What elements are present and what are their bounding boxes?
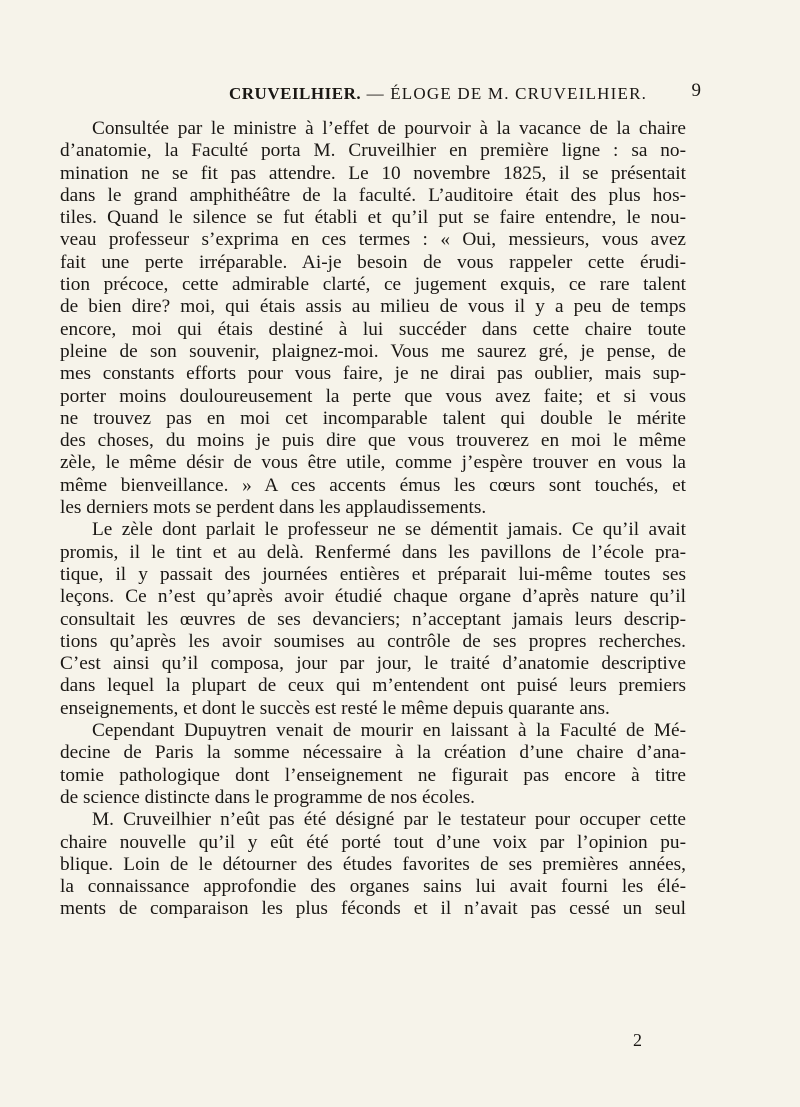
text-line: porter moins douloureusement la perte que vous avez faite; et si vous <box>60 385 686 407</box>
signature-mark: 2 <box>633 1030 642 1050</box>
text-line: decine de Paris la somme nécessaire à la création d’une chaire d’ana- <box>60 742 686 764</box>
text-line: mes constants efforts pour vous faire, je ne dirai pas oublier, mais sup- <box>60 363 686 385</box>
text-line: chaire nouvelle qu’il y eût été porté tout d’une voix par l’opinion pu- <box>60 831 686 853</box>
text-line: tique, il y passait des journées entières et préparait lui-même toutes ses <box>60 563 686 585</box>
text-line: d’anatomie, la Faculté porta M. Cruveilhier en première ligne : sa no- <box>60 140 686 162</box>
header-short-title: CRUVEILHIER. <box>229 84 362 103</box>
text-line: Le zèle dont parlait le professeur ne se démentit jamais. Ce qu’il avait <box>92 519 686 541</box>
text-line: enseignements, et dont le succès est resté le même depuis quarante ans. <box>60 697 610 719</box>
text-line: mination ne se fit pas attendre. Le 10 novembre 1825, il se présentait <box>60 162 686 184</box>
text-line: les derniers mots se perdent dans les applaudissements. <box>60 497 487 519</box>
text-line: encore, moi qui étais destiné à lui succéder dans cette chaire toute <box>60 318 686 340</box>
text-line: tion précoce, cette admirable clarté, ce jugement exquis, ce rare talent <box>60 274 686 296</box>
text-line: zèle, le même désir de vous être utile, comme j’espère trouver en vous la <box>60 452 686 474</box>
text-line: même bienveillance. » A ces accents émus les cœurs sont touchés, et <box>60 474 686 496</box>
text-line: C’est ainsi qu’il composa, jour par jour, le traité d’anatomie descriptive <box>60 653 686 675</box>
body-text <box>60 118 686 921</box>
text-line: de science distincte dans le programme de nos écoles. <box>60 786 475 808</box>
text-line: tomie pathologique dont l’enseignement ne figurait pas encore à titre <box>60 764 686 786</box>
text-line: pleine de son souvenir, plaignez-moi. Vous me saurez gré, je pense, de <box>60 340 686 362</box>
text-line: consultait les œuvres de ses devanciers; n’acceptant jamais leurs descrip- <box>60 608 686 630</box>
text-line: dans le grand amphithéâtre de la faculté. L’auditoire était des plus hos- <box>60 184 686 206</box>
text-line: dans lequel la plupart de ceux qui m’entendent ont puisé leurs premiers <box>60 675 686 697</box>
text-line: Cependant Dupuytren venait de mourir en laissant à la Faculté de Mé- <box>92 720 686 742</box>
text-line: promis, il le tint et au delà. Renfermé dans les pavillons de l’école pra- <box>60 541 686 563</box>
text-line: blique. Loin de le détourner des études favorites de ses premières années, <box>60 853 686 875</box>
text-line: leçons. Ce n’est qu’après avoir étudié chaque organe d’après nature qu’il <box>60 586 686 608</box>
text-line: de bien dire? moi, qui étais assis au milieu de vous il y a peu de temps <box>60 296 686 318</box>
text-line: Consultée par le ministre à l’effet de pourvoir à la vacance de la chaire <box>92 118 686 139</box>
text-line: la connaissance approfondie des organes sains lui avait fourni les élé- <box>60 876 686 898</box>
text-line: ne trouvez pas en moi cet incomparable talent qui double le mérite <box>60 407 686 429</box>
text-line: veau professeur s’exprima en ces termes : « Oui, messieurs, vous avez <box>60 229 686 251</box>
running-header <box>229 80 701 104</box>
header-running-title: — ÉLOGE DE M. CRUVEILHIER. <box>366 84 648 103</box>
page-number: 9 <box>691 80 701 101</box>
text-line: ments de comparaison les plus féconds et il n’avait pas cessé un seul <box>60 898 686 920</box>
text-line: des choses, du moins je puis dire que vous trouverez en moi le même <box>60 430 686 452</box>
text-line: M. Cruveilhier n’eût pas été désigné par le testateur pour occuper cette <box>92 809 686 831</box>
text-line: tiles. Quand le silence se fut établi et qu’il put se faire entendre, le nou- <box>60 207 686 229</box>
text-line: tions qu’après les avoir soumises au contrôle de ses propres recherches. <box>60 630 686 652</box>
text-line: fait une perte irréparable. Ai-je besoin de vous rappeler cette érudi- <box>60 251 686 273</box>
